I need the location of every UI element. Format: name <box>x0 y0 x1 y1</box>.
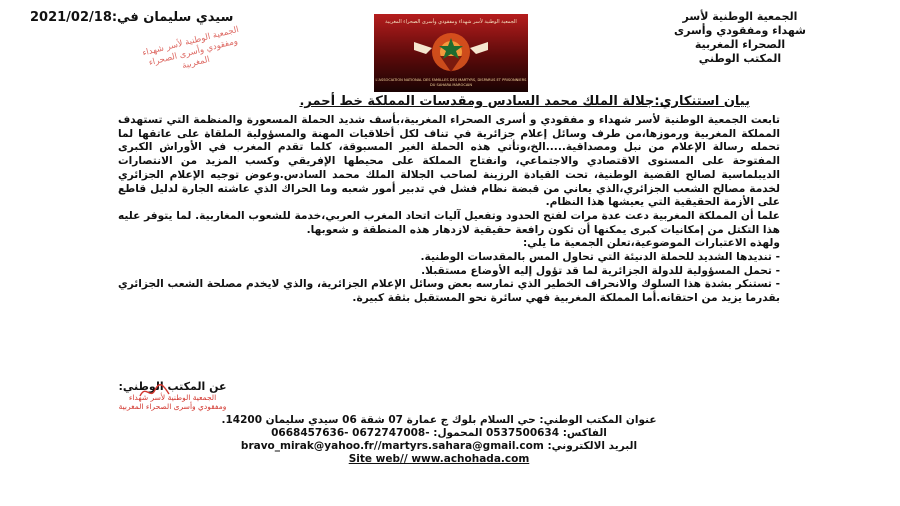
body-paragraph: تابعت الجمعية الوطنية لأسر شهداء و مفقودي و أسرى الصحراء المغربية،بأسف شديد الحملة المسعورة والمنظمة التي تستهدف المملكة المغربية ورموزها،من طرف وسائل إعلام جزائرية في تناف لكل أخلاقيات المهنة والمسؤولية الملقاة على عاتقها لما تحمله رسالة الإعلام من نبل ومصداقية.....الخ،وتأتي هذه الحملة الغير المسبوقة، كلما تقدم المغرب في الأوراش الكبرى المفتوحة على المستوى الاقتصادي والاجتماعي، وانفتاح المملكة على محيطها الإفريقي وكسب المزيد من الانتصارات الديبلماسية لصالح القضية الوطنية، تحت القيادة الرزينة لصاحب الجلالة الملك محمد السادس.وعوض توجيه الإعلام الجزائري لخدمة مصالح الشعب الجزائري،الذي يعاني من قبضة نظام فشل في تدبير أمور شعبه وما الحراك الذي عاشته الجارة لدليل قاطع على الأزمة الحقيقية التي يعيشها هذا النظام. <box>118 114 780 209</box>
handwritten-signature <box>138 382 172 402</box>
org-line: الجمعية الوطنية لأسر <box>682 10 798 23</box>
date-line: سيدي سليمان في:2021/02/18 <box>30 10 234 25</box>
body-paragraph: علما أن المملكة المغربية دعت عدة مرات لفتح الحدود وتفعيل آليات اتحاد المغرب العربي،خدمة للشعوب المغاربية. لما يتوفر عليه هذا التكتل من إمكانيات كبرى يمكنها أن تكون رافعة حقيقية لازدهار هذه المنطقة و شعوبها. <box>118 209 780 236</box>
statement-title: بيان استنكاري:جلالة الملك محمد السادس ومقدسات المملكة خط أحمر. <box>299 94 750 109</box>
statement-body <box>118 114 780 306</box>
logo-french-caption: L'ASSOCIATION NATIONAL DES FAMILLES DES MARTYRS, DISPARUS ET PRISONNIERS DU SAHARA MAROCAIN <box>375 78 527 87</box>
letter-footer <box>94 414 784 466</box>
demand-item: - تحمل المسؤولية للدولة الجزائرية لما قد تؤول إليه الأوضاع مستقبلا. <box>421 264 780 277</box>
signature-heading: عن المكتب الوطني: <box>118 380 227 393</box>
demand-item: - تنديدها الشديد للحملة الدنيئة التي تحاول المس بالمقدسات الوطنية. <box>420 251 780 264</box>
organization-header <box>640 10 840 66</box>
footer-address: عنوان المكتب الوطني: حي السلام بلوك ج عمارة 07 شقة 06 سيدي سليمان 14200. <box>221 414 657 426</box>
logo-arabic-caption: الجمعية الوطنية لأسر شهداء ومفقودي وأسرى الصحراء المغربية <box>385 19 517 25</box>
org-line: الصحراء المغربية <box>694 38 786 51</box>
association-logo <box>374 14 528 92</box>
signature-stamp-line: ومفقودي وأسرى الصحراء المغربية <box>118 402 227 411</box>
association-stamp: الجمعية الوطنية لأسر شهداء ومفقودي وأسرى الصحراء المغربية <box>141 24 240 72</box>
footer-website-link[interactable]: Site web// www.achohada.com <box>348 453 530 465</box>
signature-stamp-line: الجمعية الوطنية لأسر شهداء <box>128 393 217 402</box>
org-line: المكتب الوطني <box>698 52 782 65</box>
demand-item: - تستنكر بشدة هذا السلوك والانحراف الخطير الذي تمارسه بعض وسائل الإعلام الجزائرية، والذي لايخدم مصلحة الشعب الجزائري بقدرما يزيد من احتقانه.أما المملكة المغربية فهي سائرة نحو المستقبل بثقة كبيرة. <box>118 278 780 305</box>
body-paragraph: ولهذه الاعتبارات الموضوعية،تعلن الجمعية ما يلي: <box>522 237 780 250</box>
footer-email[interactable]: البريد الالكتروني: bravo_mirak@yahoo.fr//martyrs.sahara@gmail.com <box>240 440 638 452</box>
org-line: شهداء ومفقودي وأسرى <box>674 24 806 37</box>
footer-phones: الفاكس: 0537500634 المحمول: -0672747008 -0668457636 <box>271 427 607 439</box>
